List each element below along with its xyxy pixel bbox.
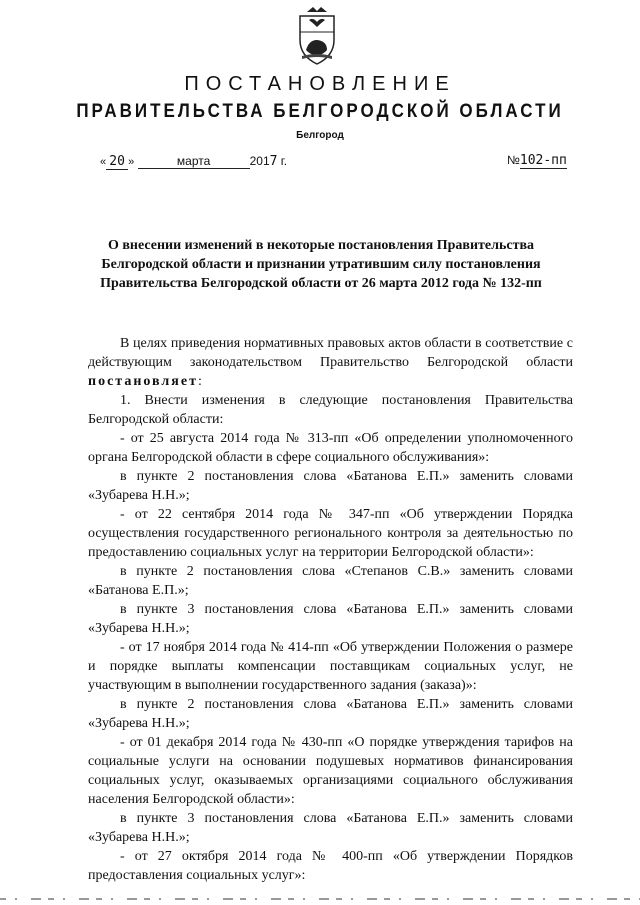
number-value: 102-пп	[519, 153, 567, 168]
body-paragraph: - от 22 сентября 2014 года № 347-пп «Об утверждении Порядка осуществления государственного регионального контроля за деятельностью по предоставлению социальных услуг на территории Белгородской области»:	[88, 507, 573, 560]
resolves-word: постановляет	[88, 374, 198, 389]
date-open-quote: «	[100, 156, 107, 168]
coat-of-arms-icon	[293, 6, 341, 68]
number-prefix: №	[507, 153, 520, 167]
date-year-suffix: г.	[277, 154, 288, 168]
document-subject: О внесении изменений в некоторые постановления Правительства Белгородской области и признании утратившим силу постановления Правительства Белгородской области от 26 марта 2012 года № 132-пп	[100, 238, 542, 291]
body-paragraph: в пункте 2 постановления слова «Батанова Е.П.» заменить словами «Зубарева Н.Н.»;	[88, 697, 573, 731]
date-year-digit: 7	[269, 154, 278, 169]
body-paragraph: в пункте 3 постановления слова «Батанова Е.П.» заменить словами «Зубарева Н.Н.»;	[88, 811, 573, 845]
body-paragraph: - от 25 августа 2014 года № 313-пп «Об определении уполномоченного органа Белгородской области в сфере социального обслуживания»:	[88, 431, 573, 465]
body-paragraph: - от 17 ноября 2014 года № 414-пп «Об утверждении Положения о размере и порядке выплаты компенсации поставщикам социальных услуг, не участвующим в выполнении государственного задания (заказа)»:	[88, 640, 573, 693]
body-paragraph: в пункте 2 постановления слова «Степанов С.В.» заменить словами «Батанова Е.П.»;	[88, 564, 573, 598]
document-number	[507, 153, 567, 168]
scan-edge-artifact	[0, 893, 640, 905]
issuer-title: ПРАВИТЕЛЬСТВА БЕЛГОРОДСКОЙ ОБЛАСТИ	[76, 99, 564, 122]
body-paragraph: в пункте 2 постановления слова «Батанова Е.П.» заменить словами «Зубарева Н.Н.»;	[88, 469, 573, 503]
body-paragraph: в пункте 3 постановления слова «Батанова Е.П.» заменить словами «Зубарева Н.Н.»;	[88, 602, 573, 636]
document-date	[100, 154, 287, 170]
date-day: 20	[106, 154, 128, 170]
resolves-colon: :	[197, 374, 202, 389]
date-month: марта	[138, 154, 250, 169]
document-body	[88, 334, 573, 885]
document-type-title: ПОСТАНОВЛЕНИЕ	[184, 73, 456, 95]
city-label: Белгород	[296, 130, 344, 141]
body-paragraph: - от 01 декабря 2014 года № 430-пп «О порядке утверждения тарифов на социальные услуги на основании подушевых нормативов финансирования социальных услуг, оказываемых организациями социального обслуживания населения Белгородской области»:	[88, 735, 573, 807]
date-year-prefix: 201	[249, 154, 270, 168]
body-paragraph: - от 27 октября 2014 года № 400-пп «Об утверждении Порядков предоставления социальных услуг»:	[88, 849, 573, 883]
intro-text: В целях приведения нормативных правовых актов области в соответствие с действующим законодательством Правительство Белгородской области	[88, 336, 573, 370]
date-close-quote: »	[128, 156, 135, 168]
intro-paragraph	[88, 334, 573, 391]
body-paragraph: 1. Внести изменения в следующие постановления Правительства Белгородской области:	[88, 393, 573, 427]
